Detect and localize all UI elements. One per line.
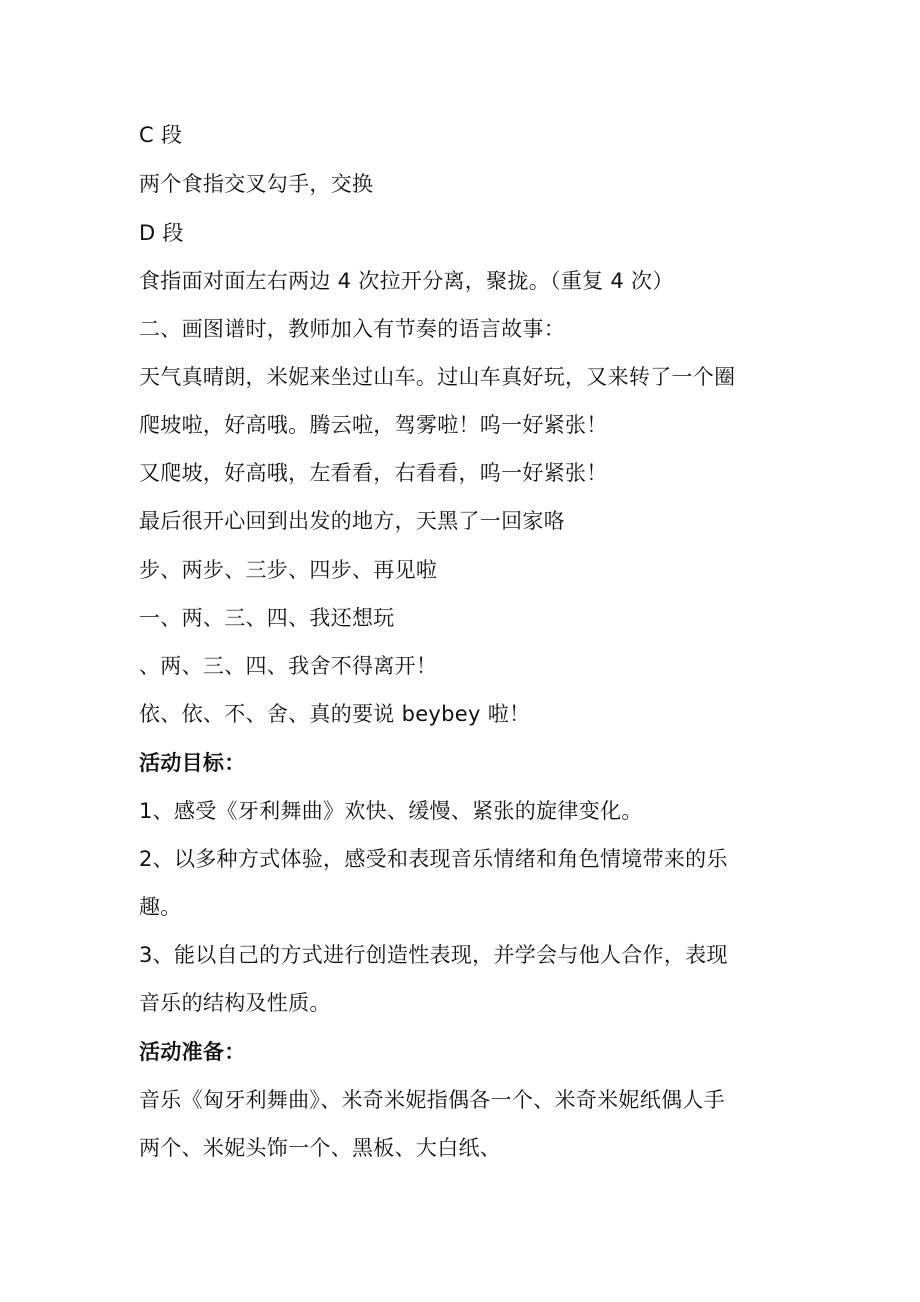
section-c-heading: C 段 [139,123,183,147]
story-intro: 二、画图谱时，教师加入有节奏的语言故事： [139,317,565,341]
objective-item-continued: 音乐的结构及性质。 [139,991,331,1015]
story-line: 天气真晴朗，米妮来坐过山车。过山车真好玩，又来转了一个圈 [139,365,736,389]
preparation-text-continued: 两个、米妮头饰一个、黑板、大白纸、 [139,1136,502,1160]
objective-item: 1、感受《牙利舞曲》欢快、缓慢、紧张的旋律变化。 [139,799,643,823]
preparation-heading: 活动准备： [139,1040,246,1064]
story-line: 最后很开心回到出发的地方，天黑了一回家咯 [139,509,565,533]
story-line: 步、两步、三步、四步、再见啦 [139,558,438,582]
section-c-text: 两个食指交叉勾手，交换 [139,172,374,196]
story-line: 爬坡啦，好高哦。腾云啦，驾雾啦！呜一好紧张！ [139,413,608,437]
section-d-text: 食指面对面左右两边 4 次拉开分离，聚拢。（重复 4 次） [139,269,674,293]
section-d-heading: D 段 [139,221,184,245]
objective-item: 2、以多种方式体验，感受和表现音乐情绪和角色情境带来的乐 [139,847,728,871]
preparation-text: 音乐《匈牙利舞曲》、米奇米妮指偶各一个、米奇米妮纸偶人手 [139,1088,725,1112]
objectives-heading: 活动目标： [139,751,246,775]
story-line: 依、依、不、舍、真的要说 beybey 啦！ [139,702,531,726]
story-line: 又爬坡，好高哦，左看看，右看看，呜一好紧张！ [139,461,608,485]
objective-item: 3、能以自己的方式进行创造性表现，并学会与他人合作，表现 [139,943,728,967]
objective-item-continued: 趣。 [139,895,182,919]
story-line: 、两、三、四、我舍不得离开！ [139,654,438,678]
story-line: 一、两、三、四、我还想玩 [139,606,395,630]
